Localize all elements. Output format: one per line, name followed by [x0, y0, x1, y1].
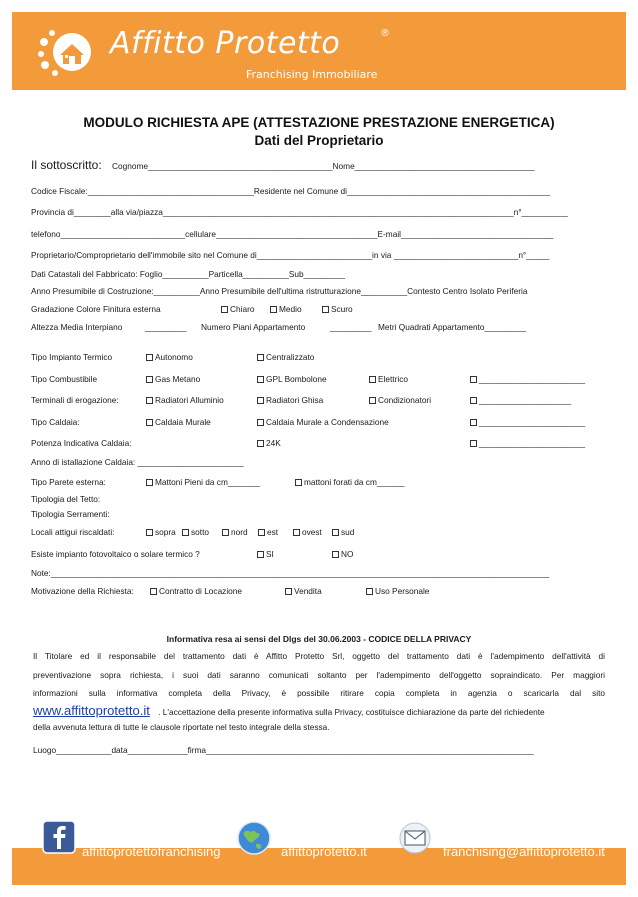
checkbox-icon: [221, 306, 228, 313]
gradazione-label: Gradazione Colore Finitura esterna: [31, 304, 161, 314]
provincia-field[interactable]: Provincia di________alla via/piazza____________________________________________________________________________n°__________: [31, 207, 568, 217]
fotovoltaico-si-checkbox[interactable]: SI: [257, 549, 274, 559]
house-logo-icon: [36, 24, 94, 80]
combustibile-gpl-checkbox[interactable]: GPL Bombolone: [257, 374, 327, 384]
checkbox-icon: [257, 440, 264, 447]
privacy-text-line: informazioni sulla informativa completa della Privacy, è possibile ritirare copia completa in agenzia o scaricarla dal sito: [33, 688, 605, 698]
checkbox-icon: [470, 397, 477, 404]
checkbox-icon: [146, 479, 153, 486]
fotovoltaico-no-checkbox[interactable]: NO: [332, 549, 353, 559]
checkbox-icon: [258, 529, 265, 536]
parete-forati-checkbox[interactable]: mattoni forati da cm______: [295, 477, 405, 487]
terminali-ghisa-checkbox[interactable]: Radiatori Ghisa: [257, 395, 323, 405]
attigui-nord-checkbox[interactable]: nord: [222, 527, 248, 537]
gradazione-chiaro-checkbox[interactable]: Chiaro: [221, 304, 254, 314]
checkbox-icon: [222, 529, 229, 536]
impianto-label: Tipo Impianto Termico: [31, 352, 113, 362]
motivazione-uso-personale-checkbox[interactable]: Uso Personale: [366, 586, 429, 596]
attigui-sud-checkbox[interactable]: sud: [332, 527, 354, 537]
potenza-label: Potenza Indicativa Caldaia:: [31, 438, 132, 448]
attigui-label: Locali attigui riscaldati:: [31, 527, 115, 537]
checkbox-icon: [257, 376, 264, 383]
checkbox-icon: [285, 588, 292, 595]
checkbox-icon: [146, 529, 153, 536]
privacy-text-line: preventivazione sopra richiesta, i suoi dati saranno comunicati soltanto per l'adempimento dell'oggetto sopraindicato. Per maggiori: [33, 670, 605, 680]
gradazione-medio-checkbox[interactable]: Medio: [270, 304, 302, 314]
checkbox-icon: [322, 306, 329, 313]
checkbox-icon: [270, 306, 277, 313]
impianto-autonomo-checkbox[interactable]: Autonomo: [146, 352, 193, 362]
checkbox-icon: [332, 551, 339, 558]
checkbox-icon: [257, 397, 264, 404]
checkbox-icon: [146, 419, 153, 426]
footer-email-link[interactable]: franchising@affittoprotetto.it: [443, 844, 605, 859]
piani-label: Numero Piani Appartamento: [201, 322, 306, 332]
sottoscritto-row: [31, 158, 535, 172]
privacy-text-line: della avvenuta lettura di tutte le clausole riportate nel testo integrale della stessa.: [33, 722, 330, 732]
brand-name: Affitto Protetto: [110, 26, 341, 61]
privacy-title: Informativa resa ai sensi del Dlgs del 30.06.2003 - CODICE DELLA PRIVACY: [166, 634, 472, 644]
impianto-centralizzato-checkbox[interactable]: Centralizzato: [257, 352, 314, 362]
motivazione-vendita-checkbox[interactable]: Vendita: [285, 586, 322, 596]
terminali-alluminio-checkbox[interactable]: Radiatori Alluminio: [146, 395, 224, 405]
altezza-field[interactable]: _________: [145, 322, 187, 332]
anno-caldaia-field[interactable]: Anno di istallazione Caldaia: _______________________: [31, 457, 244, 467]
caldaia-label: Tipo Caldaia:: [31, 417, 80, 427]
website-link[interactable]: www.affittoprotetto.it: [33, 703, 150, 718]
privacy-text-line: . L'accettazione della presente informativa sulla Privacy, costituisce dichiarazione da parte del richiedente: [158, 707, 545, 717]
caldaia-altro-field[interactable]: _______________________: [470, 417, 585, 427]
brand-tagline: Franchising Immobiliare: [246, 68, 378, 81]
attigui-ovest-checkbox[interactable]: ovest: [293, 527, 322, 537]
footer-web-link[interactable]: affittoprotetto.it: [281, 844, 367, 859]
cognome-nome-field[interactable]: Cognome________________________________________Nome_______________________________________: [112, 161, 535, 171]
motivazione-locazione-checkbox[interactable]: Contratto di Locazione: [150, 586, 242, 596]
checkbox-icon: [332, 529, 339, 536]
terminali-label: Terminali di erogazione:: [31, 395, 119, 405]
checkbox-icon: [366, 588, 373, 595]
checkbox-icon: [470, 440, 477, 447]
checkbox-icon: [146, 397, 153, 404]
telefono-field[interactable]: telefono___________________________cellulare___________________________________E-mail_________________________________: [31, 229, 554, 239]
terminali-condizionatori-checkbox[interactable]: Condizionatori: [369, 395, 431, 405]
potenza-24k-checkbox[interactable]: 24K: [257, 438, 281, 448]
footer-facebook-link[interactable]: affittoprotettofranchising: [82, 844, 221, 859]
combustibile-elettrico-checkbox[interactable]: Elettrico: [369, 374, 408, 384]
checkbox-icon: [369, 397, 376, 404]
sottoscritto-label: Il sottoscritto:: [31, 158, 102, 172]
metri-field[interactable]: Metri Quadrati Appartamento_________: [378, 322, 527, 332]
checkbox-icon: [257, 551, 264, 558]
checkbox-icon: [182, 529, 189, 536]
form-subtitle: Dati del Proprietario: [254, 133, 384, 148]
piani-field[interactable]: _________: [330, 322, 372, 332]
checkbox-icon: [146, 354, 153, 361]
fotovoltaico-label: Esiste impianto fotovoltaico o solare termico ?: [31, 549, 200, 559]
privacy-text-line: Il Titolare ed il responsabile del trattamento dati è Affitto Protetto Srl, oggetto del trattamento dati è l'adempimento dell'attività di: [33, 651, 605, 661]
attigui-est-checkbox[interactable]: est: [258, 527, 278, 537]
caldaia-condensazione-checkbox[interactable]: Caldaia Murale a Condensazione: [257, 417, 389, 427]
motivazione-label: Motivazione della Richiesta:: [31, 586, 134, 596]
facebook-icon[interactable]: [42, 820, 76, 854]
globe-icon[interactable]: [236, 820, 272, 856]
terminali-altro-field[interactable]: ____________________: [470, 395, 571, 405]
gradazione-scuro-checkbox[interactable]: Scuro: [322, 304, 353, 314]
checkbox-icon: [146, 376, 153, 383]
caldaia-murale-checkbox[interactable]: Caldaia Murale: [146, 417, 211, 427]
checkbox-icon: [295, 479, 302, 486]
checkbox-icon: [150, 588, 157, 595]
checkbox-icon: [293, 529, 300, 536]
anno-costruzione-field[interactable]: Anno Presumibile di Costruzione:__________Anno Presumibile dell'ultima ristrutturazione__________Contesto Centro Isolato Periferia: [31, 286, 528, 296]
checkbox-icon: [257, 354, 264, 361]
note-field[interactable]: Note:____________________________________________________________________________________________________________: [31, 568, 550, 578]
luogo-data-firma-field[interactable]: Luogo____________data_____________firma_______________________________________________________________________: [33, 745, 534, 755]
parete-label: Tipo Parete esterna:: [31, 477, 106, 487]
registered-mark: ®: [380, 28, 390, 39]
privacy-site-row: [33, 703, 545, 718]
checkbox-icon: [470, 376, 477, 383]
proprietario-field[interactable]: Proprietario/Comproprietario dell'immobile sito nel Comune di_________________________in via ___________________________n°_____: [31, 250, 550, 260]
attigui-sotto-checkbox[interactable]: sotto: [182, 527, 209, 537]
tetto-field[interactable]: Tipologia del Tetto:: [31, 494, 101, 504]
altezza-label: Altezza Media Interpiano: [31, 322, 123, 332]
codice-fiscale-field[interactable]: Codice Fiscale:____________________________________Residente nel Comune di____________________________________________: [31, 186, 551, 196]
mail-icon[interactable]: [398, 822, 432, 854]
catastali-field[interactable]: Dati Catastali del Fabbricato: Foglio__________Particella__________Sub_________: [31, 269, 346, 279]
parete-pieni-checkbox[interactable]: Mattoni Pieni da cm_______: [146, 477, 260, 487]
potenza-altro-field[interactable]: _______________________: [470, 438, 585, 448]
serramenti-field[interactable]: Tipologia Serramenti:: [31, 509, 110, 519]
form-title: MODULO RICHIESTA APE (ATTESTAZIONE PRESTAZIONE ENERGETICA): [83, 115, 555, 130]
header-bar: [12, 12, 626, 90]
checkbox-icon: [369, 376, 376, 383]
checkbox-icon: [470, 419, 477, 426]
combustibile-metano-checkbox[interactable]: Gas Metano: [146, 374, 200, 384]
checkbox-icon: [257, 419, 264, 426]
attigui-sopra-checkbox[interactable]: sopra: [146, 527, 176, 537]
combustibile-label: Tipo Combustibile: [31, 374, 98, 384]
combustibile-altro-field[interactable]: _______________________: [470, 374, 585, 384]
